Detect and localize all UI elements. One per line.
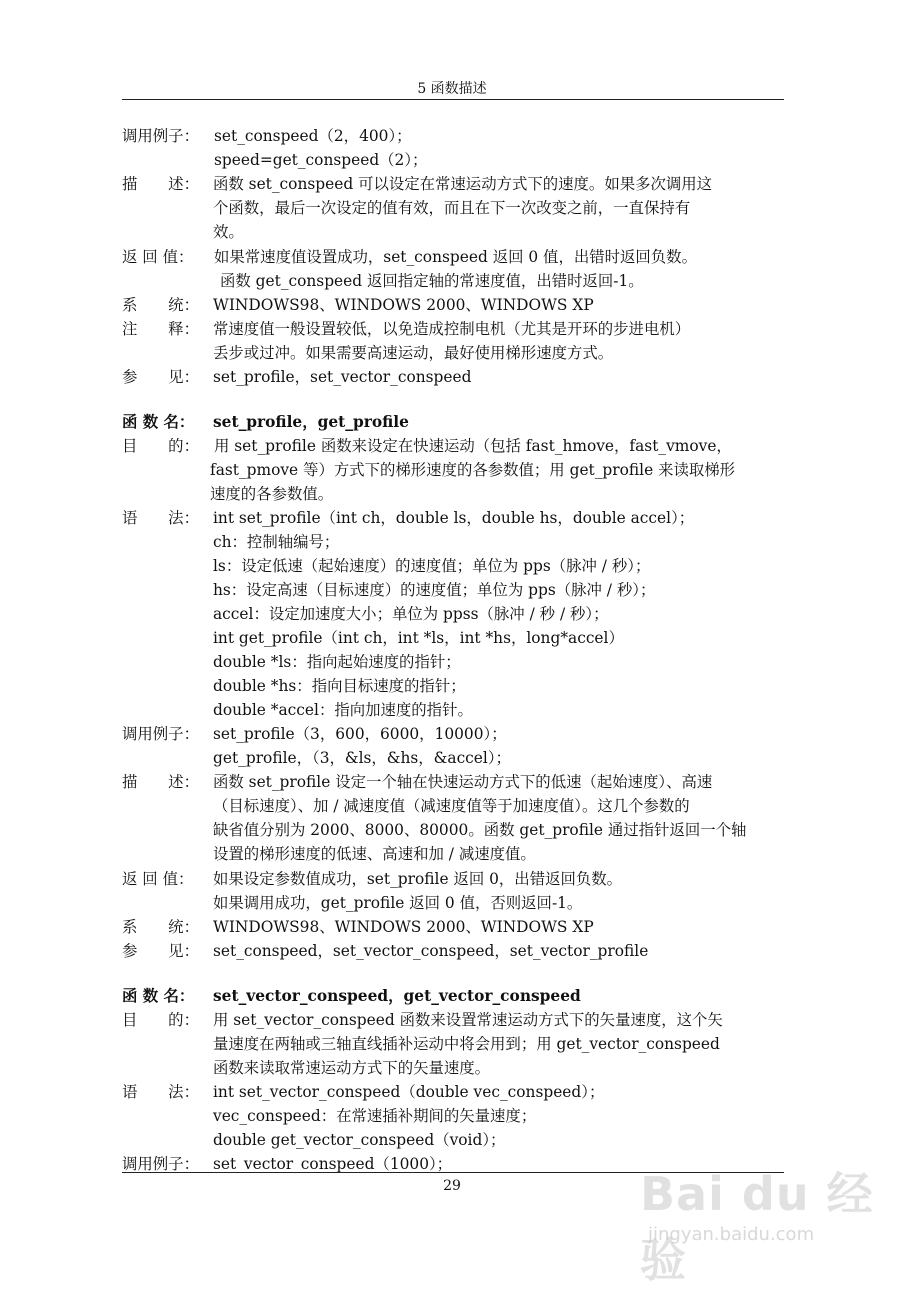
- field-text: WINDOWS98、WINDOWS 2000、WINDOWS XP: [213, 918, 594, 936]
- field-text: set_vector_conspeed（1000）；: [213, 1155, 453, 1173]
- field-text: 函数 get_conspeed 返回指定轴的常速度值，出错时返回-1。: [220, 272, 644, 290]
- doc-line: [122, 626, 786, 650]
- page-header: 5 函数描述: [417, 81, 487, 97]
- field-text: 量速度在两轴或三轴直线插补运动中将会用到；用 get_vector_conspeed: [213, 1035, 720, 1053]
- field-label: 目 的：: [122, 1011, 199, 1029]
- field-text: set_conspeed（2，400）；: [214, 127, 412, 145]
- doc-line: [122, 1080, 786, 1104]
- doc-line: [122, 722, 786, 746]
- doc-line: [122, 341, 786, 365]
- doc-line: [122, 293, 786, 317]
- doc-line: [122, 915, 786, 939]
- field-label: 参 见：: [122, 942, 199, 960]
- doc-line: [122, 245, 786, 269]
- field-label: 目 的：: [122, 437, 199, 455]
- doc-line: [122, 842, 786, 866]
- baidu-watermark: [640, 1158, 890, 1287]
- doc-line: [122, 650, 786, 674]
- doc-line: [122, 984, 786, 1008]
- doc-line: [122, 1128, 786, 1152]
- doc-line: [122, 410, 786, 434]
- field-text: speed=get_conspeed（2）；: [214, 151, 428, 169]
- doc-line: [122, 674, 786, 698]
- doc-line: [122, 269, 786, 293]
- field-text: 如果常速度值设置成功，set_conspeed 返回 0 值，出错时返回负数。: [214, 248, 697, 266]
- field-text: int set_vector_conspeed（double vec_conspeed）；: [213, 1083, 605, 1101]
- field-label: 函 数 名：: [122, 987, 195, 1005]
- doc-line: [122, 818, 786, 842]
- doc-line: [122, 1104, 786, 1128]
- field-text: 效。: [213, 223, 244, 241]
- doc-line: [122, 891, 786, 915]
- field-text: 用 set_profile 函数来设定在快速运动（包括 fast_hmove，fast_vmove，: [214, 437, 732, 455]
- doc-line: [122, 867, 786, 891]
- field-text: 常速度值一般设置较低，以免造成控制电机（尤其是开环的步进电机）: [213, 320, 691, 338]
- field-label: 语 法：: [122, 509, 199, 527]
- field-text: 用 set_vector_conspeed 函数来设置常速运动方式下的矢量速度，这个矢: [213, 1011, 723, 1029]
- doc-line: [122, 554, 786, 578]
- field-label: 返 回 值：: [122, 248, 194, 266]
- field-text: WINDOWS98、WINDOWS 2000、WINDOWS XP: [213, 296, 594, 314]
- doc-line: [122, 602, 786, 626]
- field-text: ch：控制轴编号；: [213, 533, 340, 551]
- field-text: get_profile，（3，&ls，&hs，&accel）；: [213, 749, 511, 767]
- field-label: 描 述：: [122, 773, 199, 791]
- field-text: 丢步或过冲。如果需要高速运动，最好使用梯形速度方式。: [213, 344, 614, 362]
- doc-line: [122, 458, 786, 482]
- field-text: set_conspeed，set_vector_conspeed，set_vector_profile: [213, 942, 649, 960]
- field-label: 系 统：: [122, 918, 199, 936]
- field-text: double *accel：指向加速度的指针。: [213, 701, 473, 719]
- doc-line: [122, 698, 786, 722]
- field-text: double get_vector_conspeed（void）；: [213, 1131, 506, 1149]
- doc-line: [122, 794, 786, 818]
- field-label: 系 统：: [122, 296, 199, 314]
- field-label: 描 述：: [122, 175, 199, 193]
- doc-line: [122, 317, 786, 341]
- doc-line: [122, 746, 786, 770]
- doc-line: [122, 1032, 786, 1056]
- field-label: 返 回 值：: [122, 870, 194, 888]
- doc-line: [122, 434, 786, 458]
- field-text: set_vector_conspeed，get_vector_conspeed: [213, 987, 581, 1005]
- field-text: 如果调用成功，get_profile 返回 0 值，否则返回-1。: [213, 894, 583, 912]
- doc-line: [122, 530, 786, 554]
- field-text: double *hs：指向目标速度的指针；: [213, 677, 466, 695]
- header-rule: [122, 99, 784, 100]
- field-text: 函数 set_conspeed 可以设定在常速运动方式下的速度。如果多次调用这: [213, 175, 713, 193]
- doc-line: [122, 939, 786, 963]
- watermark-logo: Bai du 经验: [640, 1167, 874, 1287]
- field-label: 调用例子：: [122, 127, 199, 145]
- field-text: set_profile，set_vector_conspeed: [213, 368, 472, 386]
- field-text: fast_pmove 等）方式下的梯形速度的各参数值；用 get_profile 来读取梯形: [210, 461, 736, 479]
- field-text: hs：设定高速（目标速度）的速度值；单位为 pps（脉冲 / 秒）；: [213, 581, 656, 599]
- field-label: 语 法：: [122, 1083, 199, 1101]
- field-text: set_profile（3，600，6000，10000）；: [213, 725, 507, 743]
- field-text: ls：设定低速（起始速度）的速度值；单位为 pps（脉冲 / 秒）；: [213, 557, 651, 575]
- doc-line: [122, 1056, 786, 1080]
- field-text: 缺省值分别为 2000、8000、80000。函数 get_profile 通过指针返回一个轴: [213, 821, 747, 839]
- field-text: accel：设定加速度大小；单位为 ppss（脉冲 / 秒 / 秒）；: [213, 605, 609, 623]
- field-text: int get_profile（int ch，int *ls，int *hs，long*accel）: [213, 629, 624, 647]
- field-text: int set_profile（int ch，double ls，double hs，double accel）；: [213, 509, 695, 527]
- field-text: 函数来读取常速运动方式下的矢量速度。: [213, 1059, 491, 1077]
- field-text: 设置的梯形速度的低速、高速和加 / 减速度值。: [213, 845, 536, 863]
- doc-line: [122, 148, 786, 172]
- page-number: 29: [443, 1178, 461, 1194]
- field-text: 个函数，最后一次设定的值有效，而且在下一次改变之前，一直保持有: [213, 199, 691, 217]
- doc-line: [122, 196, 786, 220]
- doc-line: [122, 365, 786, 389]
- doc-line: [122, 770, 786, 794]
- field-text: set_profile，get_profile: [213, 413, 409, 431]
- field-text: double *ls：指向起始速度的指针；: [213, 653, 461, 671]
- field-text: vec_conspeed：在常速插补期间的矢量速度；: [213, 1107, 537, 1125]
- field-text: 函数 set_profile 设定一个轴在快速运动方式下的低速（起始速度）、高速: [213, 773, 713, 791]
- watermark-url: jingyan.baidu.com: [648, 1224, 815, 1245]
- field-text: （目标速度）、加 / 减速度值（减速度值等于加速度值）。这几个参数的: [213, 797, 690, 815]
- doc-line: [122, 482, 786, 506]
- field-text: 速度的各参数值。: [210, 485, 334, 503]
- field-text: 如果设定参数值成功，set_profile 返回 0，出错返回负数。: [213, 870, 623, 888]
- doc-line: [122, 220, 786, 244]
- doc-line: [122, 124, 786, 148]
- field-label: 参 见：: [122, 368, 199, 386]
- field-label: 调用例子：: [122, 1155, 199, 1173]
- field-label: 调用例子：: [122, 725, 199, 743]
- doc-line: [122, 172, 786, 196]
- field-label: 注 释：: [122, 320, 199, 338]
- doc-line: [122, 1008, 786, 1032]
- doc-line: [122, 506, 786, 530]
- doc-line: [122, 578, 786, 602]
- field-label: 函 数 名：: [122, 413, 195, 431]
